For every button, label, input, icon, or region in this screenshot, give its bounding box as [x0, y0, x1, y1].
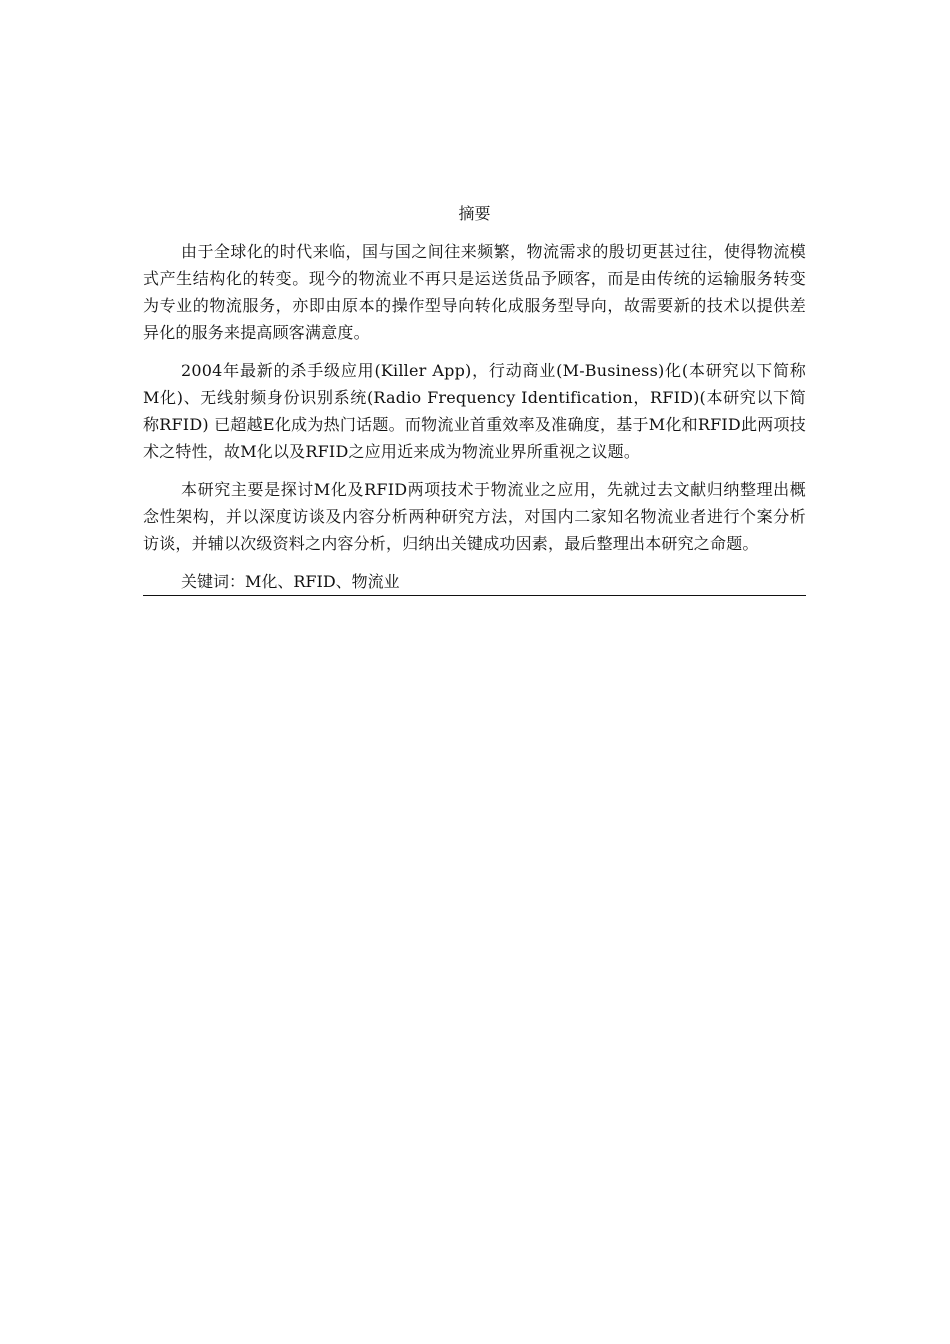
abstract-paragraph-3: 本研究主要是探讨M化及RFID两项技术于物流业之应用，先就过去文献归纳整理出概念性架构，并以深度访谈及内容分析两种研究方法，对国内二家知名物流业者进行个案分析访谈，并辅以次级资料之内容分析，归纳出关键成功因素，最后整理出本研究之命题。	[143, 480, 806, 553]
keywords-line: 关键词：M化、RFID、物流业	[143, 568, 806, 596]
abstract-paragraph-2: 2004年最新的杀手级应用(Killer App)，行动商业(M-Business)化(本研究以下简称M化)、无线射频身份识别系统(Radio Frequency Identification，RFID)(本研究以下简称RFID) 已超越E化成为热门话题。而物流业首重效率及准确度，基于M化和RFID此两项技术之特性，故M化以及RFID之应用近来成为物流业界所重视之议题。	[143, 361, 806, 461]
abstract-section	[143, 200, 806, 596]
abstract-title: 摘要	[458, 204, 491, 223]
abstract-paragraph-1: 由于全球化的时代来临，国与国之间往来频繁，物流需求的殷切更甚过往，使得物流模式产生结构化的转变。现今的物流业不再只是运送货品予顾客，而是由传统的运输服务转变为专业的物流服务，亦即由原本的操作型导向转化成服务型导向，故需要新的技术以提供差异化的服务来提高顾客满意度。	[143, 242, 806, 342]
